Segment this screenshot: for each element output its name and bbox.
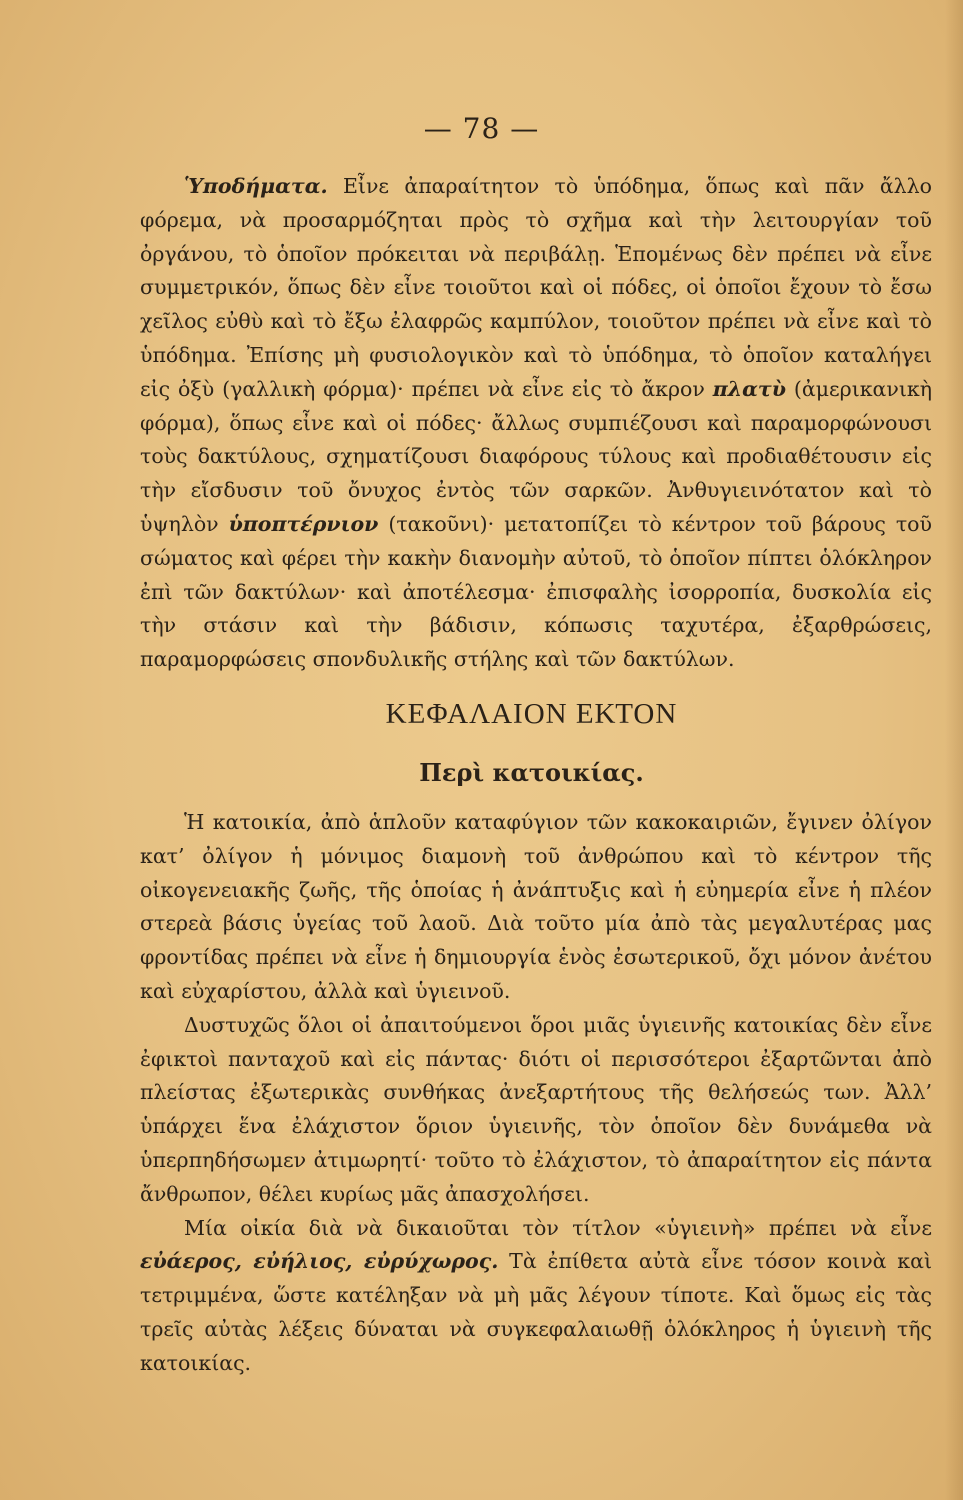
section-title: Περὶ κατοικίας. [419, 758, 644, 787]
footwear-text-2: (ἀμερικανικὴ φόρμα), ὅπως εἶνε καὶ οἱ πόδες· ἄλλως συμπιέζουσι καὶ παραμορφώνουσι τοὺς δακτύλους, σχηματίζουσι διαφόρους τύλους καὶ προδιαθέτουσιν εἰς τὴν εἴσδυσιν τοῦ ὄνυχος ἐντὸς τῶν σαρκῶν. Ἀνθυγιεινότατον καὶ τὸ ὑψηλὸν [140, 376, 932, 536]
footwear-emphasis-heel: ὑποπτέρνιον [228, 511, 379, 536]
housing-paragraph-1: Ἡ κατοικία, ἀπὸ ἁπλοῦν καταφύγιον τῶν κακοκαιριῶν, ἔγινεν ὀλίγον κατ’ ὀλίγον ἡ μόνιμος διαμονὴ τοῦ ἀνθρώπου καὶ τὸ κέντρον τῆς οἰκογενειακῆς ζωῆς, τῆς ὁποίας ἡ ἀνάπτυξις καὶ ἡ εὐημερία εἶνε ἡ πλέον στερεὰ βάσις ὑγείας τοῦ λαοῦ. Διὰ τοῦτο μία ἀπὸ τὰς μεγαλυτέρας μας φροντίδας πρέπει νὰ εἶνε ἡ δημιουργία ἑνὸς ἐσωτερικοῦ, ὄχι μόνον ἀνέτου καὶ εὐχαρίστου, ἀλλὰ καὶ ὑγιεινοῦ. [140, 810, 932, 1003]
footwear-text-1: Εἶνε ἀπαραίτητον τὸ ὑπόδημα, ὅπως καὶ πᾶν ἄλλο φόρεμα, νὰ προσαρμόζηται πρὸς τὸ σχῆμα καὶ τὴν λειτουργίαν τοῦ ὀργάνου, τὸ ὁποῖον πρόκειται νὰ περιβάλῃ. Ἑπομένως δὲν πρέπει νὰ εἶνε συμμετρικόν, ὅπως δὲν εἶνε τοιοῦτοι καὶ οἱ πόδες, οἱ ὁποῖοι ἔχουν τὸ ἔσω χεῖλος εὐθὺ καὶ τὸ ἔξω ἐλαφρῶς καμπύλον, τοιοῦτον πρέπει νὰ εἶνε καὶ τὸ ὑπόδημα. Ἐπίσης μὴ φυσιολογικὸν καὶ τὸ ὑπόδημα, τὸ ὁποῖον καταλήγει εἰς ὀξὺ (γαλλικὴ φόρμα)· πρέπει νὰ εἶνε εἰς τὸ ἄκρον [140, 174, 932, 401]
paragraph-footwear [140, 170, 932, 677]
housing-emphasis-qualities: εὐάερος, εὐήλιος, εὐρύχωρος. [140, 1249, 499, 1274]
paragraph-lead-footwear: Ὑποδήματα. [184, 174, 328, 198]
housing-paragraph-3-start: Μία οἰκία διὰ νὰ δικαιοῦται τὸν τίτλον «ὑγιεινὴ» πρέπει νὰ εἶνε [184, 1215, 932, 1240]
page-number: — 78 — [423, 112, 540, 145]
page-edge-shadow [945, 0, 963, 1500]
housing-paragraph-2: Δυστυχῶς ὅλοι οἱ ἀπαιτούμενοι ὅροι μιᾶς ὑγιεινῆς κατοικίας δὲν εἶνε ἐφικτοὶ πανταχοῦ καὶ εἰς πάντας· διότι οἱ περισσότεροι ἐξαρτῶνται ἀπὸ πλείστας ἐξωτερικὰς συνθήκας ἀνεξαρτήτους τῆς θελήσεώς των. Ἀλλ’ ὑπάρχει ἕνα ἐλάχιστον ὅριον ὑγιεινῆς, τὸν ὁποῖον δὲν δυνάμεθα νὰ ὑπερπηδήσωμεν ἀτιμωρητί· τοῦτο τὸ ἐλάχιστον, τὸ ἀπαραίτητον εἰς πάντα ἄνθρωπον, θέλει κυρίως μᾶς ἀπασχολήσει. [140, 1012, 932, 1206]
housing-text [140, 806, 932, 1381]
housing-paragraph-3-end: Τὰ ἐπίθετα αὐτὰ εἶνε τόσον κοινὰ καὶ τετριμμένα, ὥστε κατέληξαν νὰ μὴ μᾶς λέγουν τίποτε. Καὶ ὅμως εἰς τὰς τρεῖς αὐτὰς λέξεις δύναται νὰ συγκεφαλαιωθῇ ὁλόκληρος ἡ ὑγιεινὴ τῆς κατοικίας. [140, 1249, 932, 1375]
footwear-text-3: (τακοῦνι)· μετατοπίζει τὸ κέντρον τοῦ βάρους τοῦ σώματος καὶ φέρει τὴν κακὴν διανομὴν αὐτοῦ, τὸ ὁποῖον πίπτει ὁλόκληρον ἐπὶ τῶν δακτύλων· καὶ ἀποτέλεσμα· ἐπισφαλὴς ἰσορροπία, δυσκολία εἰς τὴν στάσιν καὶ τὴν βάδισιν, κόπωσις ταχυτέρα, ἐξαρθρώσεις, παραμορφώσεις σπονδυλικῆς στήλης καὶ τῶν δακτύλων. [140, 511, 932, 672]
chapter-title: ΚΕΦΑΛΑΙΟΝ ΕΚΤΟΝ [385, 698, 678, 730]
footwear-emphasis-wide: πλατὺ [712, 376, 786, 401]
housing-paragraph-3 [140, 1212, 932, 1381]
